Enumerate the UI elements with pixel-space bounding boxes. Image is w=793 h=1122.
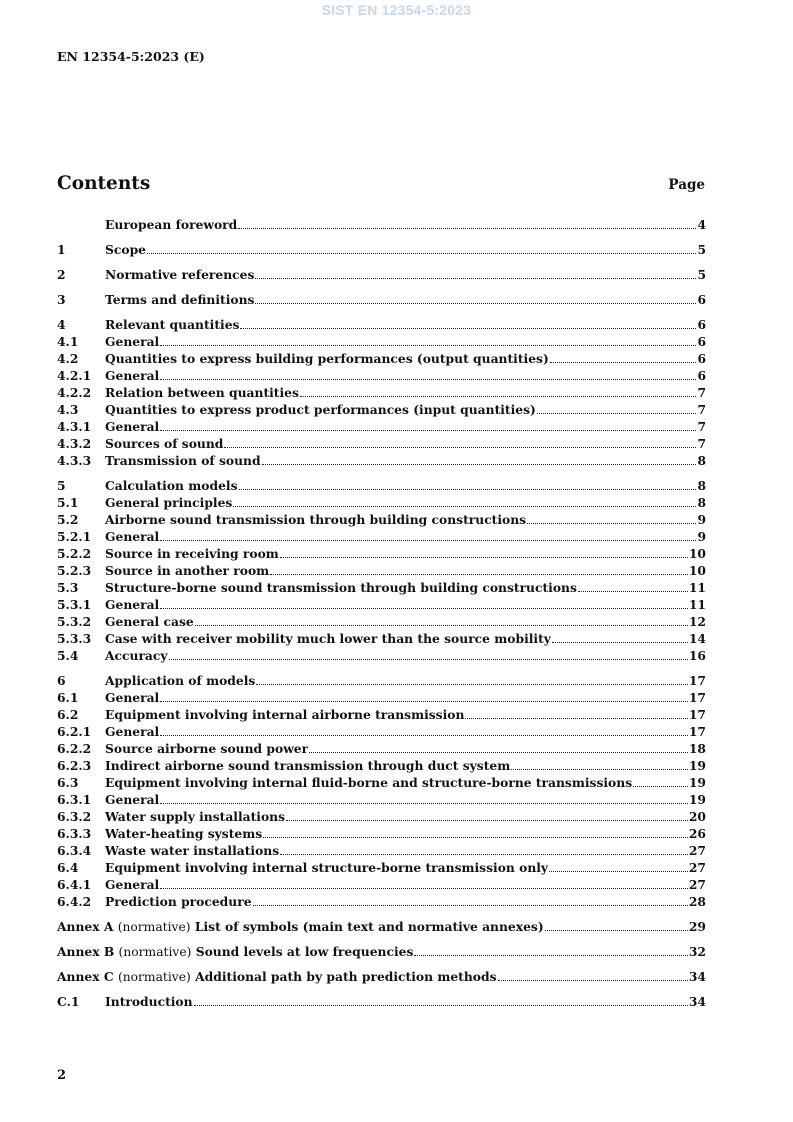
toc-entry-page: 20 bbox=[688, 809, 706, 824]
annex-title: Sound levels at low frequencies bbox=[195, 944, 414, 959]
toc-entry[interactable] bbox=[57, 809, 706, 826]
toc-annex-entry[interactable] bbox=[57, 969, 706, 986]
toc-entry[interactable] bbox=[57, 724, 706, 741]
annex-title: Additional path by path prediction methods bbox=[195, 969, 497, 984]
page-column-label: Page bbox=[668, 177, 705, 193]
toc-entry-page: 7 bbox=[697, 436, 706, 451]
dot-leader bbox=[239, 488, 697, 490]
toc-entry[interactable] bbox=[57, 478, 706, 495]
toc-entry-title: General bbox=[105, 724, 160, 739]
toc-entry[interactable] bbox=[57, 217, 706, 234]
toc-entry-number: 6.3.2 bbox=[57, 809, 92, 824]
toc-entry[interactable] bbox=[57, 512, 706, 529]
annex-label: Annex A bbox=[57, 919, 114, 934]
toc-entry-page: 17 bbox=[688, 673, 706, 688]
toc-entry[interactable] bbox=[57, 385, 706, 402]
toc-entry-title: Equipment involving internal structure-borne transmission only bbox=[105, 860, 549, 875]
dot-leader bbox=[160, 887, 688, 889]
dot-leader bbox=[549, 870, 688, 872]
annex-title: List of symbols (main text and normative annexes) bbox=[194, 919, 544, 934]
toc-entry-page: 8 bbox=[697, 495, 706, 510]
toc-entry[interactable] bbox=[57, 436, 706, 453]
toc-entry[interactable] bbox=[57, 317, 706, 334]
toc-entry[interactable] bbox=[57, 741, 706, 758]
toc-entry-number: 6.3.3 bbox=[57, 826, 92, 841]
toc-entry-page: 27 bbox=[688, 860, 706, 875]
toc-entry-number: 6.2 bbox=[57, 707, 79, 722]
toc-entry-number: 6.3.1 bbox=[57, 792, 92, 807]
dot-leader bbox=[550, 361, 697, 363]
toc-entry-title: Case with receiver mobility much lower than the source mobility bbox=[105, 631, 551, 646]
watermark: SIST EN 12354-5:2023 bbox=[321, 2, 472, 18]
toc-entry-page: 18 bbox=[688, 741, 706, 756]
toc-entry[interactable] bbox=[57, 894, 706, 911]
toc-entry-number: 4.2.1 bbox=[57, 368, 92, 383]
dot-leader bbox=[280, 556, 688, 558]
toc-entry[interactable] bbox=[57, 267, 706, 284]
toc-entry[interactable] bbox=[57, 843, 706, 860]
dot-leader bbox=[262, 463, 697, 465]
toc-entry-title: Equipment involving internal fluid-borne and structure-borne transmissions bbox=[105, 775, 633, 790]
toc-entry-number: 1 bbox=[57, 242, 66, 257]
toc-entry-page: 6 bbox=[697, 317, 706, 332]
dot-leader bbox=[147, 252, 696, 254]
toc-entry[interactable] bbox=[57, 792, 706, 809]
toc-entry-title: Source in another room bbox=[105, 563, 270, 578]
dot-leader bbox=[255, 277, 696, 279]
toc-entry-title: European foreword bbox=[105, 217, 238, 232]
toc-entry-number: 4.3.3 bbox=[57, 453, 92, 468]
toc-entry[interactable] bbox=[57, 419, 706, 436]
toc-entry-number: 4.3.1 bbox=[57, 419, 92, 434]
toc-entry[interactable] bbox=[57, 351, 706, 368]
toc-entry[interactable] bbox=[57, 580, 706, 597]
dot-leader bbox=[160, 607, 688, 609]
dot-leader bbox=[255, 302, 696, 304]
toc-entry-page: 17 bbox=[688, 690, 706, 705]
toc-entry[interactable] bbox=[57, 690, 706, 707]
toc-entry-number: 5.1 bbox=[57, 495, 79, 510]
toc-entry-page: 10 bbox=[688, 546, 706, 561]
toc-annex-entry[interactable] bbox=[57, 919, 706, 936]
toc-entry-title: General bbox=[105, 529, 160, 544]
toc-entry-page: 12 bbox=[688, 614, 706, 629]
dot-leader bbox=[238, 227, 696, 229]
toc-entry-page: 6 bbox=[697, 334, 706, 349]
toc-entry-number: 6 bbox=[57, 673, 66, 688]
toc-entry-number: 4.3.2 bbox=[57, 436, 92, 451]
toc-entry-number: 6.3.4 bbox=[57, 843, 92, 858]
dot-leader bbox=[465, 717, 687, 719]
toc-annex-heading bbox=[57, 969, 497, 984]
toc-entry-title: Calculation models bbox=[105, 478, 238, 493]
dot-leader bbox=[414, 954, 688, 956]
toc-entry-title: Application of models bbox=[105, 673, 256, 688]
dot-leader bbox=[498, 979, 688, 981]
toc-entry-title: Water supply installations bbox=[105, 809, 286, 824]
toc-entry-title: Source in receiving room bbox=[105, 546, 279, 561]
toc-entry-number: 6.1 bbox=[57, 690, 79, 705]
toc-entry-title: General bbox=[105, 597, 160, 612]
toc-entry-number: 6.2.1 bbox=[57, 724, 92, 739]
toc-entry-title: Relevant quantities bbox=[105, 317, 240, 332]
toc-entry-page: 7 bbox=[697, 419, 706, 434]
toc-entry-page: 19 bbox=[688, 775, 706, 790]
dot-leader bbox=[633, 785, 688, 787]
dot-leader bbox=[511, 768, 688, 770]
toc-entry-number: 6.3 bbox=[57, 775, 79, 790]
dot-leader bbox=[233, 505, 696, 507]
toc-entry[interactable] bbox=[57, 707, 706, 724]
annex-label: Annex B bbox=[57, 944, 115, 959]
toc-entry-page: 17 bbox=[688, 707, 706, 722]
toc-entry[interactable] bbox=[57, 453, 706, 470]
toc-entry-number: 4.2.2 bbox=[57, 385, 92, 400]
dot-leader bbox=[195, 624, 688, 626]
toc-entry-title: Waste water installations bbox=[105, 843, 280, 858]
toc-entry-title: General bbox=[105, 690, 160, 705]
toc-entry-page: 8 bbox=[697, 453, 706, 468]
dot-leader bbox=[160, 378, 696, 380]
toc-entry-page: 14 bbox=[688, 631, 706, 646]
dot-leader bbox=[194, 1004, 688, 1006]
toc-entry-number: 4.1 bbox=[57, 334, 79, 349]
toc-entry[interactable] bbox=[57, 775, 706, 792]
dot-leader bbox=[578, 590, 688, 592]
toc-entry-number: 5 bbox=[57, 478, 66, 493]
toc-entry-page: 5 bbox=[697, 242, 706, 257]
toc-entry-title: Airborne sound transmission through building constructions bbox=[105, 512, 527, 527]
document-id: EN 12354-5:2023 (E) bbox=[57, 49, 205, 64]
dot-leader bbox=[256, 683, 688, 685]
dot-leader bbox=[270, 573, 688, 575]
page-number: 2 bbox=[57, 1068, 67, 1083]
toc-entry-title: Structure-borne sound transmission through building constructions bbox=[105, 580, 577, 595]
toc-entry[interactable] bbox=[57, 758, 706, 775]
contents-title: Contents bbox=[57, 173, 151, 194]
toc-entry-title: Scope bbox=[105, 242, 146, 257]
annex-type: (normative) bbox=[117, 920, 191, 934]
toc-entry-title: General bbox=[105, 792, 160, 807]
toc-entry-number: 4.3 bbox=[57, 402, 79, 417]
toc-entry-page: 34 bbox=[688, 969, 706, 984]
dot-leader bbox=[280, 853, 688, 855]
toc-entry-number: 6.2.2 bbox=[57, 741, 92, 756]
toc-entry[interactable] bbox=[57, 614, 706, 631]
toc-entry[interactable] bbox=[57, 529, 706, 546]
toc-entry-number: 3 bbox=[57, 292, 66, 307]
toc-entry[interactable] bbox=[57, 334, 706, 351]
toc-entry-page: 11 bbox=[688, 597, 706, 612]
toc-entry[interactable] bbox=[57, 631, 706, 648]
toc-entry-number: 5.2.2 bbox=[57, 546, 92, 561]
toc-entry-page: 16 bbox=[688, 648, 706, 663]
dot-leader bbox=[286, 819, 688, 821]
dot-leader bbox=[160, 700, 688, 702]
toc-entry-page: 8 bbox=[697, 478, 706, 493]
annex-type: (normative) bbox=[117, 970, 191, 984]
toc-entry-title: Quantities to express building performances (output quantities) bbox=[105, 351, 549, 366]
toc-entry-page: 7 bbox=[697, 385, 706, 400]
toc-entry-title: Terms and definitions bbox=[105, 292, 255, 307]
toc-entry[interactable] bbox=[57, 495, 706, 512]
toc-entry[interactable] bbox=[57, 402, 706, 419]
toc-entry-title: Quantities to express product performances (input quantities) bbox=[105, 402, 536, 417]
dot-leader bbox=[545, 929, 688, 931]
toc-entry-page: 4 bbox=[697, 217, 706, 232]
dot-leader bbox=[160, 802, 688, 804]
toc-entry[interactable] bbox=[57, 648, 706, 665]
toc-entry-page: 34 bbox=[688, 994, 706, 1009]
toc-entry-page: 19 bbox=[688, 758, 706, 773]
toc-entry-number: 4 bbox=[57, 317, 66, 332]
dot-leader bbox=[160, 429, 696, 431]
toc-entry-title: General bbox=[105, 419, 160, 434]
toc-entry-title: General bbox=[105, 368, 160, 383]
toc-entry-number: 4.2 bbox=[57, 351, 79, 366]
dot-leader bbox=[537, 412, 697, 414]
dot-leader bbox=[309, 751, 688, 753]
toc-entry[interactable] bbox=[57, 826, 706, 843]
toc-entry-title: Sources of sound bbox=[105, 436, 224, 451]
toc-entry-page: 6 bbox=[697, 292, 706, 307]
dot-leader bbox=[300, 395, 697, 397]
toc-entry-page: 5 bbox=[697, 267, 706, 282]
toc-entry-title: Transmission of sound bbox=[105, 453, 261, 468]
toc-entry[interactable] bbox=[57, 860, 706, 877]
toc-entry-number: C.1 bbox=[57, 994, 80, 1009]
toc-annex-entry[interactable] bbox=[57, 944, 706, 961]
toc-entry-title: General bbox=[105, 334, 160, 349]
toc-entry-title: Introduction bbox=[105, 994, 193, 1009]
toc-entry-page: 10 bbox=[688, 563, 706, 578]
dot-leader bbox=[160, 734, 688, 736]
toc-entry-number: 5.2.1 bbox=[57, 529, 92, 544]
dot-leader bbox=[224, 446, 696, 448]
toc-entry-page: 9 bbox=[697, 512, 706, 527]
toc-entry-title: Equipment involving internal airborne transmission bbox=[105, 707, 465, 722]
toc-entry-title: Prediction procedure bbox=[105, 894, 252, 909]
table-of-contents bbox=[57, 217, 706, 1011]
dot-leader bbox=[263, 836, 688, 838]
toc-entry-number: 5.3.1 bbox=[57, 597, 92, 612]
toc-entry-title: Water-heating systems bbox=[105, 826, 263, 841]
dot-leader bbox=[240, 327, 696, 329]
toc-entry-page: 27 bbox=[688, 843, 706, 858]
toc-entry[interactable] bbox=[57, 673, 706, 690]
annex-label: Annex C bbox=[57, 969, 114, 984]
toc-entry[interactable] bbox=[57, 242, 706, 259]
toc-annex-heading bbox=[57, 944, 413, 959]
toc-entry-title: Indirect airborne sound transmission through duct system bbox=[105, 758, 511, 773]
toc-entry-number: 6.2.3 bbox=[57, 758, 92, 773]
toc-entry[interactable] bbox=[57, 563, 706, 580]
toc-entry-page: 9 bbox=[697, 529, 706, 544]
toc-entry-title: General principles bbox=[105, 495, 233, 510]
toc-entry-page: 27 bbox=[688, 877, 706, 892]
toc-entry-number: 5.2.3 bbox=[57, 563, 92, 578]
toc-entry[interactable] bbox=[57, 368, 706, 385]
annex-type: (normative) bbox=[118, 945, 192, 959]
toc-entry-page: 11 bbox=[688, 580, 706, 595]
toc-entry-number: 5.3.2 bbox=[57, 614, 92, 629]
toc-entry-number: 6.4 bbox=[57, 860, 79, 875]
toc-entry[interactable] bbox=[57, 877, 706, 894]
toc-entry-title: General case bbox=[105, 614, 194, 629]
toc-annex-heading bbox=[57, 919, 544, 934]
toc-entry-number: 6.4.1 bbox=[57, 877, 92, 892]
toc-entry[interactable] bbox=[57, 292, 706, 309]
dot-leader bbox=[169, 658, 688, 660]
dot-leader bbox=[160, 539, 696, 541]
toc-entry-title: General bbox=[105, 877, 160, 892]
dot-leader bbox=[253, 904, 688, 906]
dot-leader bbox=[552, 641, 688, 643]
toc-entry-number: 5.2 bbox=[57, 512, 79, 527]
toc-entry-title: Normative references bbox=[105, 267, 255, 282]
toc-entry[interactable] bbox=[57, 597, 706, 614]
toc-entry-page: 19 bbox=[688, 792, 706, 807]
toc-entry-title: Source airborne sound power bbox=[105, 741, 309, 756]
toc-entry-number: 2 bbox=[57, 267, 66, 282]
toc-entry-title: Accuracy bbox=[105, 648, 168, 663]
toc-entry-page: 28 bbox=[688, 894, 706, 909]
toc-entry-number: 5.3.3 bbox=[57, 631, 92, 646]
toc-entry-number: 5.4 bbox=[57, 648, 79, 663]
toc-entry-page: 17 bbox=[688, 724, 706, 739]
toc-entry[interactable] bbox=[57, 546, 706, 563]
toc-entry-number: 5.3 bbox=[57, 580, 79, 595]
toc-entry-page: 6 bbox=[697, 351, 706, 366]
toc-entry[interactable] bbox=[57, 994, 706, 1011]
dot-leader bbox=[160, 344, 696, 346]
toc-entry-page: 26 bbox=[688, 826, 706, 841]
toc-entry-page: 6 bbox=[697, 368, 706, 383]
toc-entry-number: 6.4.2 bbox=[57, 894, 92, 909]
toc-entry-page: 29 bbox=[688, 919, 706, 934]
toc-entry-page: 32 bbox=[688, 944, 706, 959]
toc-entry-page: 7 bbox=[697, 402, 706, 417]
dot-leader bbox=[527, 522, 696, 524]
toc-entry-title: Relation between quantities bbox=[105, 385, 299, 400]
